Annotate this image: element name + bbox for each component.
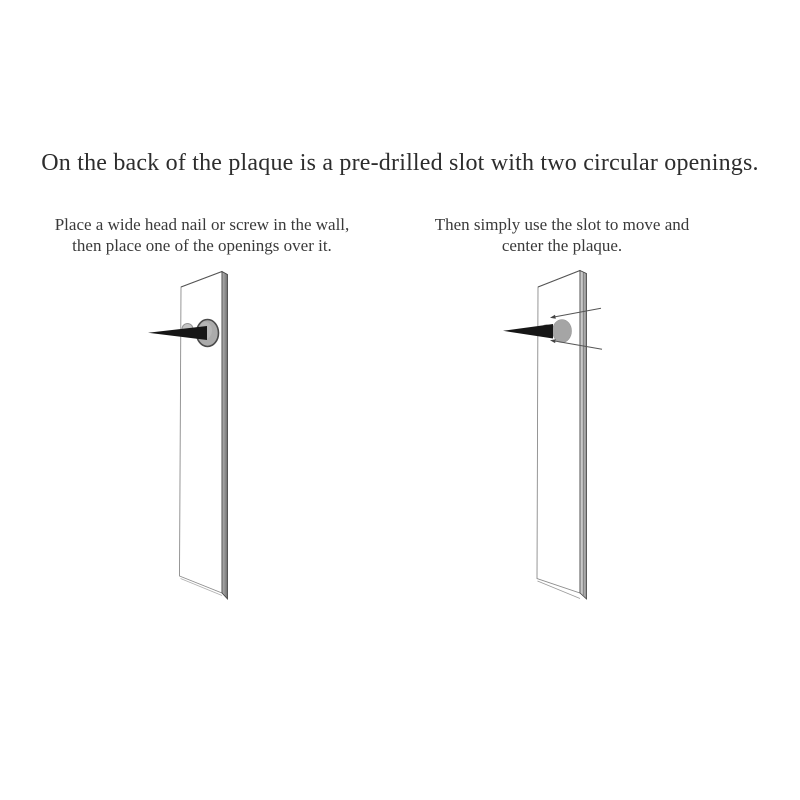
page-title: On the back of the plaque is a pre-drilled slot with two circular openings. bbox=[41, 150, 759, 176]
plaque-face bbox=[537, 271, 580, 594]
plaque-face bbox=[180, 272, 223, 594]
step2-illustration bbox=[495, 262, 610, 607]
nail-spike bbox=[148, 326, 207, 340]
step1-caption-line1: Place a wide head nail or screw in the wall, bbox=[54, 215, 350, 234]
nail-wide-head bbox=[553, 320, 572, 343]
step2-caption-line1: Then simply use the slot to move and bbox=[434, 215, 690, 234]
step1-illustration bbox=[140, 262, 240, 607]
step1-caption bbox=[2, 214, 402, 256]
step2-caption-line2: center the plaque. bbox=[501, 236, 623, 255]
nail-spike bbox=[503, 324, 553, 339]
step1-caption-line2: then place one of the openings over it. bbox=[72, 236, 332, 255]
plaque-thickness-edge bbox=[222, 272, 228, 600]
step2-caption bbox=[412, 214, 712, 256]
